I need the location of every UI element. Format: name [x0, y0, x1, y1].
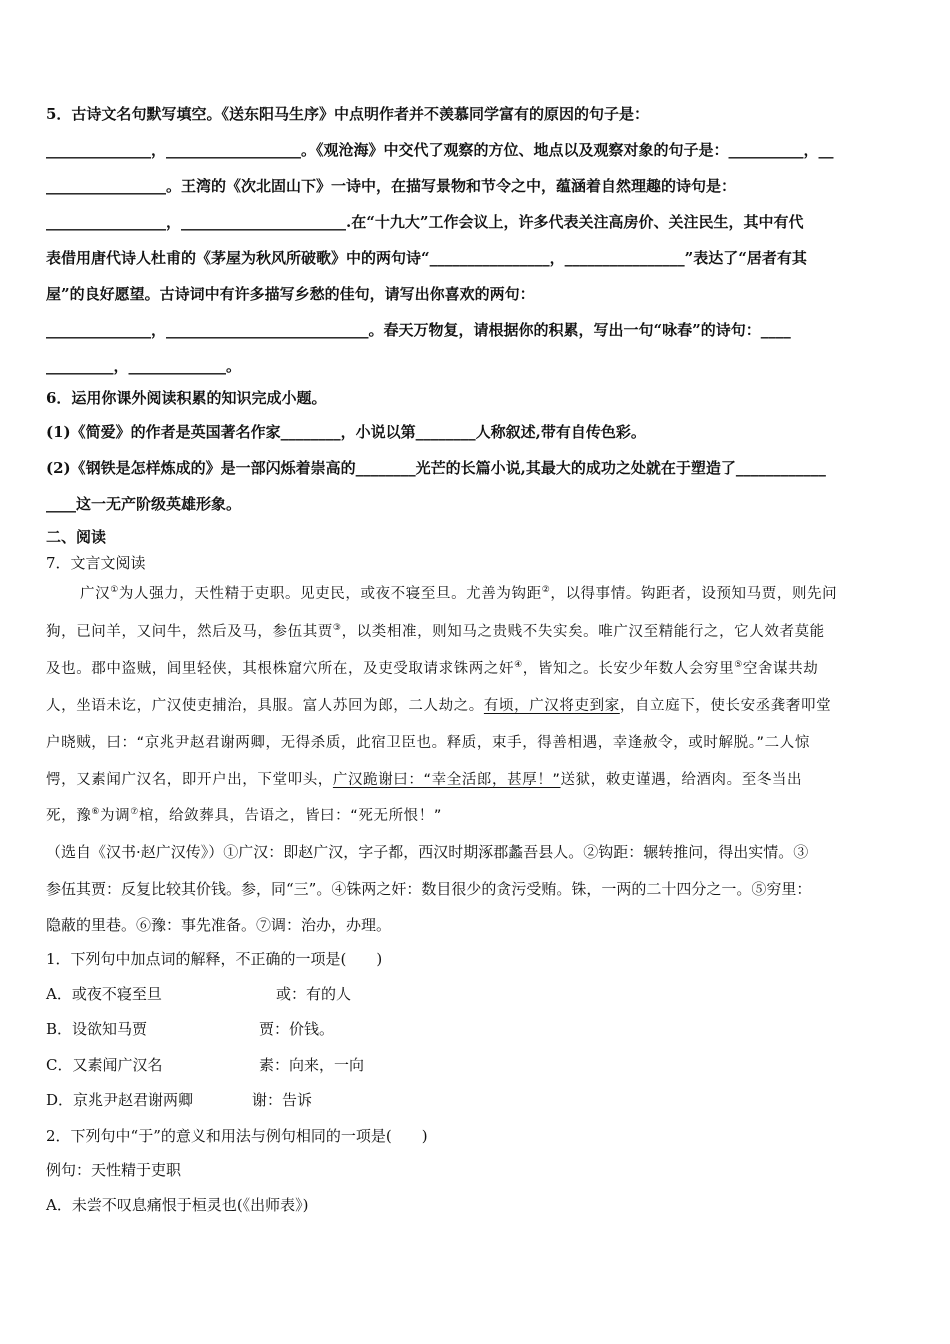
footnote-mark: ④	[514, 660, 523, 671]
subq1-option-a	[46, 984, 906, 1004]
subq2-option-a: A．未尝不叹息痛恨于桓灵也(《出师表》)	[46, 1196, 309, 1214]
passage-text: 死，豫	[46, 808, 92, 824]
passage-line-7	[46, 806, 906, 826]
passage-text: 人，坐语未讫，广汉使吏捕治，具服。富人苏回为郎，二人劫之。	[46, 698, 484, 714]
option-gloss: 谢：告诉	[252, 1091, 313, 1109]
q5-line-8: _________，_____________。	[46, 357, 242, 375]
passage-text: 棺，给敛葬具，告语之，皆曰：“死无所恨！”	[138, 808, 442, 824]
q5-line-2: ______________，__________________。《观沧海》中交代了观察的方位、地点以及观察对象的句子是：__________，__	[46, 141, 834, 159]
passage-text: ，皆知之。长安少年数人会穷里	[522, 661, 735, 677]
passage-text: ，自立庭下，使长安丞龚奢叩堂	[619, 698, 832, 714]
footnote-mark: ⑦	[130, 807, 139, 818]
q6-title: 6．运用你课外阅读积累的知识完成小题。	[46, 389, 327, 407]
q5-line-3: ________________。王湾的《次北固山下》一诗中，在描写景物和节令之中，蕴涵着自然理趣的诗句是：	[46, 177, 737, 195]
passage-text: ，以类相准，则知马之贵贱不失实矣。唯广汉至精能行之，它人效者莫能	[341, 624, 825, 640]
passage-text: ，以得事情。钩距者，设预知马贾，则先问	[550, 586, 838, 602]
option-gloss: 素：向来，一向	[259, 1056, 365, 1074]
passage-text: 为人强力，天性精于吏职。见吏民，或夜不寝至旦。尤善为钩距	[118, 586, 542, 602]
subq1-option-b	[46, 1019, 906, 1039]
q5-line-6: 屋”的良好愿望。古诗词中有许多描写乡愁的佳句，请写出你喜欢的两句：	[46, 285, 535, 303]
option-label: D．京兆尹赵君谢两卿	[46, 1091, 194, 1109]
footnote-mark: ⑤	[734, 660, 743, 671]
subq1-option-d	[46, 1090, 906, 1110]
passage-line-6	[46, 770, 906, 790]
q6-item-2a: (2)《钢铁是怎样炼成的》是一部闪烁着崇高的________光芒的长篇小说,其最大的成功之处就在于塑造了____________	[46, 459, 826, 477]
option-label: B．设欲知马贾	[46, 1020, 148, 1038]
passage-line-5: 户晓贼，曰：“京兆尹赵君谢两卿，无得杀质，此宿卫臣也。释质，束手，得善相遇，幸逢赦令，或时解脱。”二人惊	[46, 735, 810, 751]
passage-text: 送狱，敕吏谨遇，给酒肉。至冬当出	[560, 772, 803, 788]
underlined-sentence: 有顷，广汉将吏到家	[483, 698, 620, 714]
underlined-sentence: 广汉跪谢曰：“幸全活郎，甚厚！”	[332, 772, 561, 788]
passage-text: 为调	[99, 808, 131, 824]
footnote-mark: ③	[332, 623, 342, 634]
passage-text: 及也。郡中盗贼，闾里轻侠，其根株窟穴所在，及吏受取请求铢两之奸	[46, 661, 515, 677]
footnote-mark: ②	[541, 585, 551, 596]
subq2-example: 例句：天性精于吏职	[46, 1161, 182, 1179]
q5-line-7: ______________，___________________________。春天万物复，请根据你的积累，写出一句“咏春”的诗句：____	[46, 321, 791, 339]
section-2-title: 二、阅读	[46, 528, 107, 546]
notes-line-3: 隐蔽的里巷。⑥豫：事先准备。⑦调：治办，办理。	[46, 916, 392, 934]
q7-title: 7．文言文阅读	[46, 554, 146, 572]
option-gloss: 或：有的人	[276, 985, 352, 1003]
q6-item-2b: ____这一无产阶级英雄形象。	[46, 495, 242, 513]
notes-line-2: 参伍其贾：反复比较其价钱。参，同“三”。④铢两之奸：数目很少的贪污受贿。铢，一两的二十四分之一。⑤穷里：	[46, 880, 812, 898]
subq1-option-c	[46, 1055, 906, 1075]
notes-line-1: （选自《汉书·赵广汉传》）①广汉：即赵广汉，字子都，西汉时期涿郡蠡吾县人。②钩距：辗转推问，得出实情。③	[46, 843, 809, 861]
subq1-stem: 1．下列句中加点词的解释，不正确的一项是( )	[46, 950, 383, 968]
passage-line-1	[80, 584, 906, 604]
passage-line-4	[46, 696, 906, 716]
passage-line-3	[46, 659, 906, 679]
option-gloss: 贾：价钱。	[259, 1020, 335, 1038]
passage-text: 愕，又素闻广汉名，即开户出，下堂叩头，	[46, 772, 333, 788]
option-label: A．或夜不寝至旦	[46, 985, 162, 1003]
passage-text: 狗，已问羊，又问牛，然后及马，参伍其贾	[46, 624, 333, 640]
subq2-stem: 2．下列句中“于”的意义和用法与例句相同的一项是( )	[46, 1127, 428, 1145]
q6-item-1: (1)《简爱》的作者是英国著名作家________，小说以第________人称叙述,带有自传色彩。	[46, 423, 646, 441]
passage-line-2	[46, 622, 906, 642]
q5-line-4: ________________，______________________.在“十九大”工作会议上，许多代表关注高房价、关注民生，其中有代	[46, 213, 804, 231]
passage-text: 空舍谋共劫	[742, 661, 819, 677]
q5-line-1: 5．古诗文名句默写填空。《送东阳马生序》中点明作者并不羡慕同学富有的原因的句子是：	[46, 105, 649, 123]
q5-line-5: 表借用唐代诗人杜甫的《茅屋为秋风所破歌》中的两句诗“________________，________________”表达了“居者有其	[46, 249, 807, 267]
option-label: C．又素闻广汉名	[46, 1056, 163, 1074]
footnote-mark: ①	[110, 585, 119, 596]
passage-text: 广汉	[80, 586, 111, 602]
footnote-mark: ⑥	[91, 807, 100, 818]
